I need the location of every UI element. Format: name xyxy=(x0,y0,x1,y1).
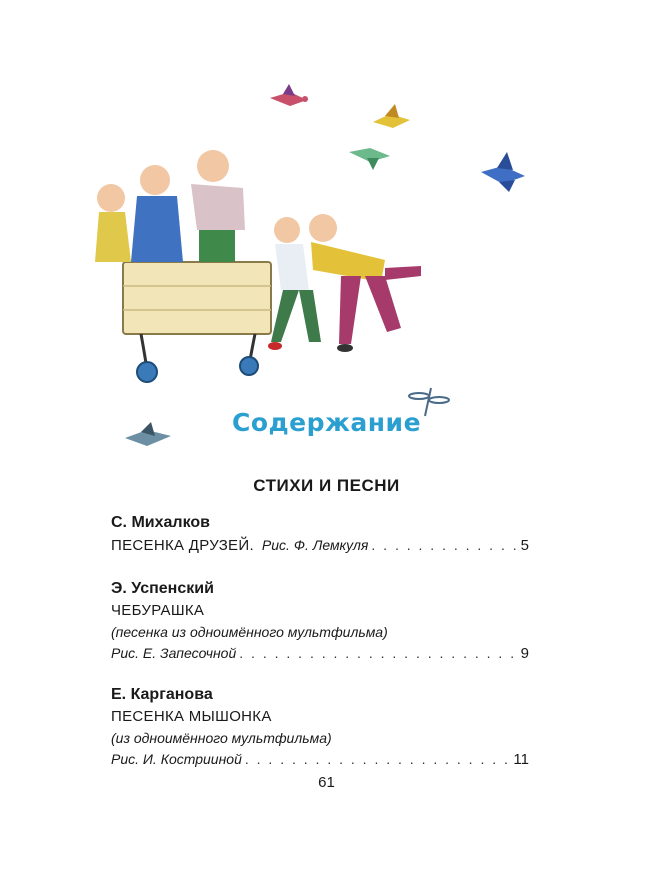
child-1-icon xyxy=(95,184,131,262)
work-note: (из одноимённого мультфильма) xyxy=(111,730,332,746)
work-title: ЧЕБУРАШКА xyxy=(111,602,205,619)
child-2-icon xyxy=(131,165,183,262)
author-name: Э. Успенский xyxy=(111,580,214,597)
work-title: ПЕСЕНКА МЫШОНКА xyxy=(111,708,272,725)
toc-title-line xyxy=(111,600,529,622)
blue-bird-icon xyxy=(481,152,525,192)
toc-line[interactable] xyxy=(111,642,529,665)
toc-line[interactable] xyxy=(111,534,529,557)
child-5-icon xyxy=(309,214,421,352)
author-name: С. Михалков xyxy=(111,514,210,531)
pink-bird-icon xyxy=(270,84,308,106)
illustrator-credit: Рис. И. Кострииной xyxy=(111,751,242,767)
author-name: Е. Карганова xyxy=(111,686,213,703)
illustrator-credit: Рис. Ф. Лемкуля xyxy=(261,537,369,553)
illustrator-credit: Рис. Е. Запесочной xyxy=(111,645,237,661)
work-title: ПЕСЕНКА ДРУЗЕЙ. xyxy=(111,537,254,554)
dot-leader xyxy=(239,642,517,664)
toc-entry xyxy=(111,512,529,557)
dot-leader xyxy=(245,748,511,770)
toc-title-line xyxy=(111,706,529,728)
dot-leader xyxy=(371,534,517,556)
green-bird-icon xyxy=(349,148,390,170)
toc-entry xyxy=(111,578,529,665)
toc-line[interactable] xyxy=(111,748,529,771)
section-title: СТИХИ И ПЕСНИ xyxy=(253,476,400,495)
work-note: (песенка из одноимённого мультфильма) xyxy=(111,624,388,640)
cart-icon xyxy=(123,262,271,382)
page-ref: 9 xyxy=(520,645,529,662)
yellow-bird-icon xyxy=(373,104,410,128)
page-ref: 5 xyxy=(520,537,529,554)
page-number: 61 xyxy=(318,774,335,791)
page-ref: 11 xyxy=(513,751,529,768)
child-3-icon xyxy=(191,150,245,262)
contents-heading: Содержание xyxy=(231,408,422,437)
toc-entry xyxy=(111,684,529,771)
